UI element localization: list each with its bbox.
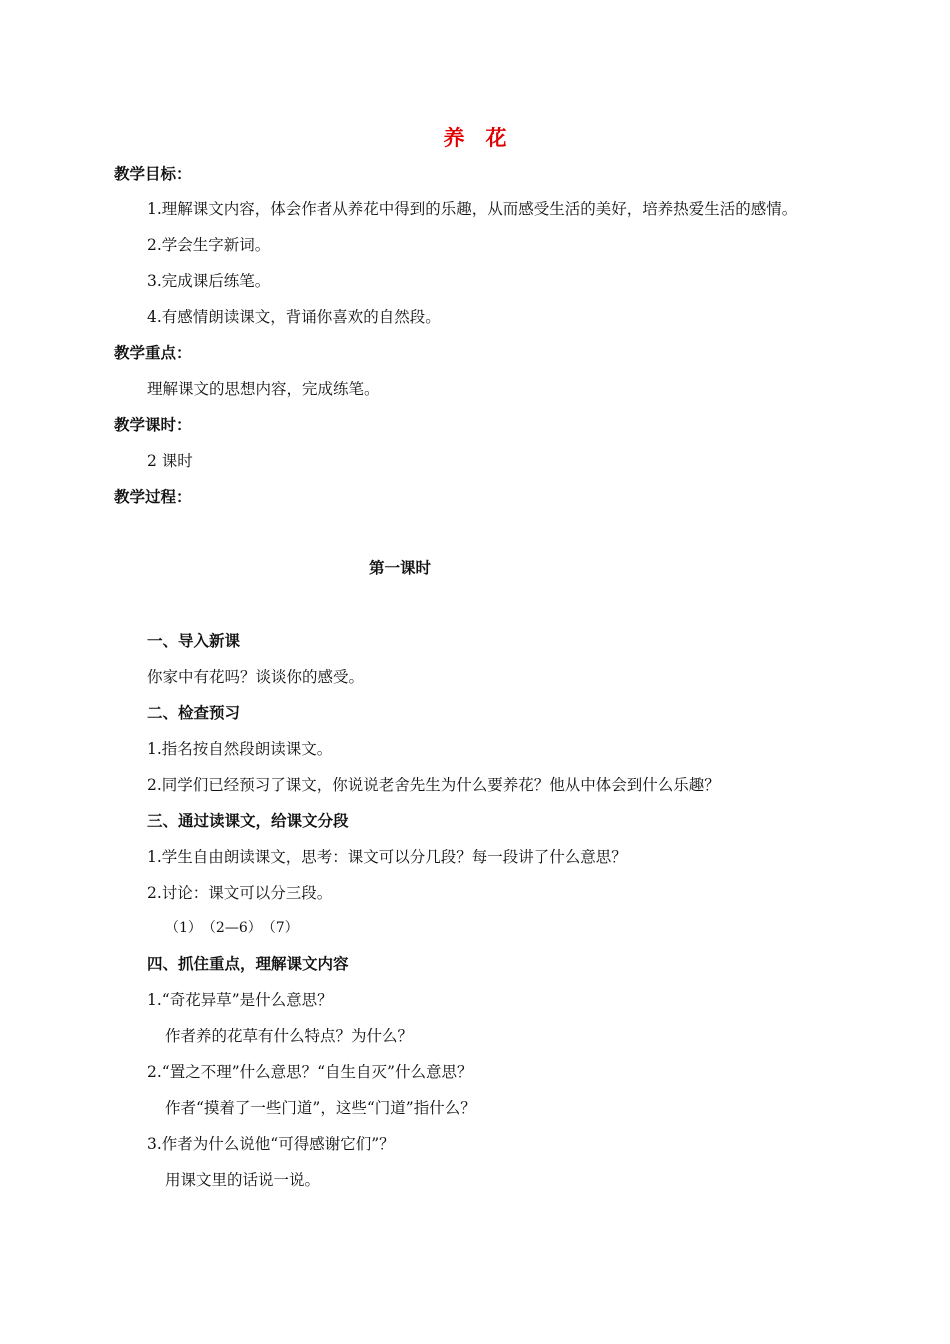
key-points-heading: 教学重点： [114, 344, 192, 362]
section-heading: 四、抓住重点，理解课文内容 [147, 955, 349, 973]
section-heading: 一、导入新课 [147, 632, 241, 650]
hours-heading: 教学课时： [114, 416, 192, 434]
objective-item: 2.学会生字新词。 [147, 236, 271, 254]
question-followup: 作者养的花草有什么特点？为什么？ [165, 1027, 414, 1045]
key-points-text: 理解课文的思想内容，完成练笔。 [147, 380, 380, 398]
document-title: 养 花 [443, 126, 507, 150]
process-heading: 教学过程： [114, 488, 192, 506]
question-item: 3.作者为什么说他“可得感谢它们”？ [147, 1135, 395, 1153]
objectives-heading: 教学目标： [114, 165, 192, 183]
question-item: 1.“奇花异草”是什么意思？ [147, 991, 333, 1009]
objective-item: 3.完成课后练笔。 [147, 272, 271, 290]
question-item: 2.“置之不理”什么意思？“自生自灭”什么意思？ [147, 1063, 473, 1081]
list-item: 2.讨论：课文可以分三段。 [147, 884, 333, 902]
hours-text: 2 课时 [147, 452, 193, 470]
list-item: 1.指名按自然段朗读课文。 [147, 740, 333, 758]
objective-item: 1.理解课文内容，体会作者从养花中得到的乐趣，从而感受生活的美好，培养热爱生活的感情。 [147, 200, 798, 218]
question-followup: 用课文里的话说一说。 [165, 1171, 321, 1189]
section-text: 你家中有花吗？谈谈你的感受。 [147, 668, 365, 686]
list-item: 1.学生自由朗读课文，思考：课文可以分几段？每一段讲了什么意思？ [147, 848, 627, 866]
section-heading: 三、通过读课文，给课文分段 [147, 812, 349, 830]
question-followup: 作者“摸着了一些门道”，这些“门道”指什么？ [165, 1099, 476, 1117]
lesson-heading: 第一课时 [368, 559, 431, 577]
list-item: 2.同学们已经预习了课文，你说说老舍先生为什么要养花？他从中体会到什么乐趣？ [147, 776, 720, 794]
paragraph-parts: （1） （2—6） （7） [165, 920, 299, 936]
section-heading: 二、检查预习 [147, 704, 241, 722]
objective-item: 4.有感情朗读课文，背诵你喜欢的自然段。 [147, 308, 441, 326]
